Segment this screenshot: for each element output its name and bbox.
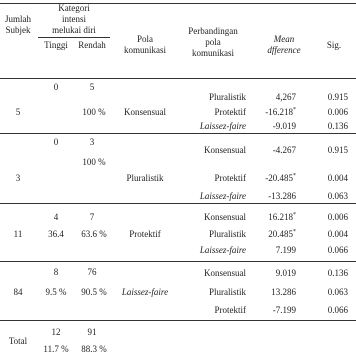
mean-difference: -7.199 bbox=[272, 305, 296, 315]
mean-difference: 4,267 bbox=[275, 92, 296, 102]
comparison-label: Laissez-faire bbox=[199, 191, 246, 201]
group-pola: Laissez-faire bbox=[121, 287, 169, 297]
group-rendah-pct: 100 % bbox=[82, 107, 106, 117]
kategori-underline bbox=[38, 37, 110, 38]
mean-difference: 7.199 bbox=[275, 245, 296, 255]
sig-value: 0.063 bbox=[327, 191, 348, 201]
comparison-label: Laissez-faire bbox=[199, 245, 246, 255]
sig-value: 0.063 bbox=[327, 287, 348, 297]
comparison-label: Pluralistik bbox=[208, 287, 246, 297]
sig-value: 0.006 bbox=[327, 107, 348, 117]
group-rendah-pct: 90.5 % bbox=[81, 287, 107, 297]
header-mean: Mean dfference bbox=[267, 34, 301, 55]
group-tinggi: 8 bbox=[53, 267, 59, 277]
group-tinggi: 0 bbox=[53, 82, 59, 92]
header-tinggi: Tinggi bbox=[44, 40, 68, 50]
group-pola: Pluralistik bbox=[126, 173, 164, 183]
sig-value: 0.006 bbox=[327, 212, 348, 222]
header-kategori: Kategori intensi melukai diri bbox=[52, 3, 96, 35]
mean-difference: 20.485* bbox=[268, 229, 296, 239]
sig-value: 0.066 bbox=[327, 305, 348, 315]
comparison-label: Konsensual bbox=[204, 212, 246, 222]
total-tinggi: 12 bbox=[51, 327, 61, 337]
total-rendah-pct: 88.3 % bbox=[81, 344, 107, 354]
header-jumlah: Jumlah Subjek bbox=[5, 14, 31, 35]
mean-difference: 16.218* bbox=[268, 212, 296, 222]
sig-value: 0.915 bbox=[327, 92, 348, 102]
group-rendah-pct: 63.6 % bbox=[81, 229, 107, 239]
comparison-label: Protektif bbox=[214, 305, 246, 315]
group-tinggi: 0 bbox=[53, 137, 59, 147]
header-rendah: Rendah bbox=[78, 40, 106, 50]
total-rendah: 91 bbox=[87, 327, 97, 337]
total-tinggi-pct: 11.7 % bbox=[43, 344, 69, 354]
group-tinggi: 4 bbox=[53, 212, 59, 222]
group-divider bbox=[0, 261, 356, 262]
header-pola: Pola komunikasi bbox=[124, 34, 166, 55]
group-divider bbox=[0, 133, 356, 134]
mean-difference: -9.019 bbox=[272, 121, 296, 131]
sig-value: 0.136 bbox=[327, 121, 348, 131]
group-rendah-pct: 100 % bbox=[82, 157, 106, 167]
comparison-label: Protektif bbox=[214, 107, 246, 117]
mean-difference: -16.218* bbox=[265, 107, 296, 117]
header-bottom-rule bbox=[0, 78, 356, 79]
group-subjek: 3 bbox=[15, 173, 21, 183]
group-divider bbox=[0, 320, 356, 321]
sig-value: 0.915 bbox=[327, 145, 348, 155]
comparison-label: Konsensual bbox=[204, 145, 246, 155]
total-label: Total bbox=[8, 336, 28, 346]
group-rendah: 76 bbox=[87, 267, 97, 277]
group-subjek: 5 bbox=[15, 107, 21, 117]
mean-difference: -20.485* bbox=[265, 173, 296, 183]
comparison-label: Pluralistik bbox=[208, 92, 246, 102]
group-pola: Konsensual bbox=[124, 107, 166, 117]
comparison-label: Protektif bbox=[214, 173, 246, 183]
group-divider bbox=[0, 203, 356, 204]
group-rendah: 7 bbox=[89, 212, 95, 222]
comparison-label: Konsensual bbox=[204, 268, 246, 278]
group-pola: Protektif bbox=[129, 229, 161, 239]
comparison-label: Pluralistik bbox=[208, 229, 246, 239]
group-rendah: 3 bbox=[89, 137, 95, 147]
group-tinggi-pct: 9.5 % bbox=[45, 287, 67, 297]
group-rendah: 5 bbox=[89, 82, 95, 92]
group-subjek: 84 bbox=[13, 287, 23, 297]
group-subjek: 11 bbox=[13, 229, 23, 239]
sig-value: 0.066 bbox=[327, 245, 348, 255]
mean-difference: 13.286 bbox=[271, 287, 296, 297]
mean-difference: -4.267 bbox=[272, 145, 296, 155]
comparison-label: Laissez-faire bbox=[199, 121, 246, 131]
mean-difference: -13.286 bbox=[268, 191, 296, 201]
header-sig: Sig. bbox=[326, 40, 342, 50]
mean-difference: 9.019 bbox=[275, 268, 296, 278]
header-perbandingan: Perbandingan pola komunikasi bbox=[188, 26, 238, 58]
sig-value: 0.136 bbox=[327, 268, 348, 278]
sig-value: 0.004 bbox=[327, 229, 348, 239]
sig-value: 0.004 bbox=[327, 173, 348, 183]
group-tinggi-pct: 36.4 bbox=[48, 229, 64, 239]
